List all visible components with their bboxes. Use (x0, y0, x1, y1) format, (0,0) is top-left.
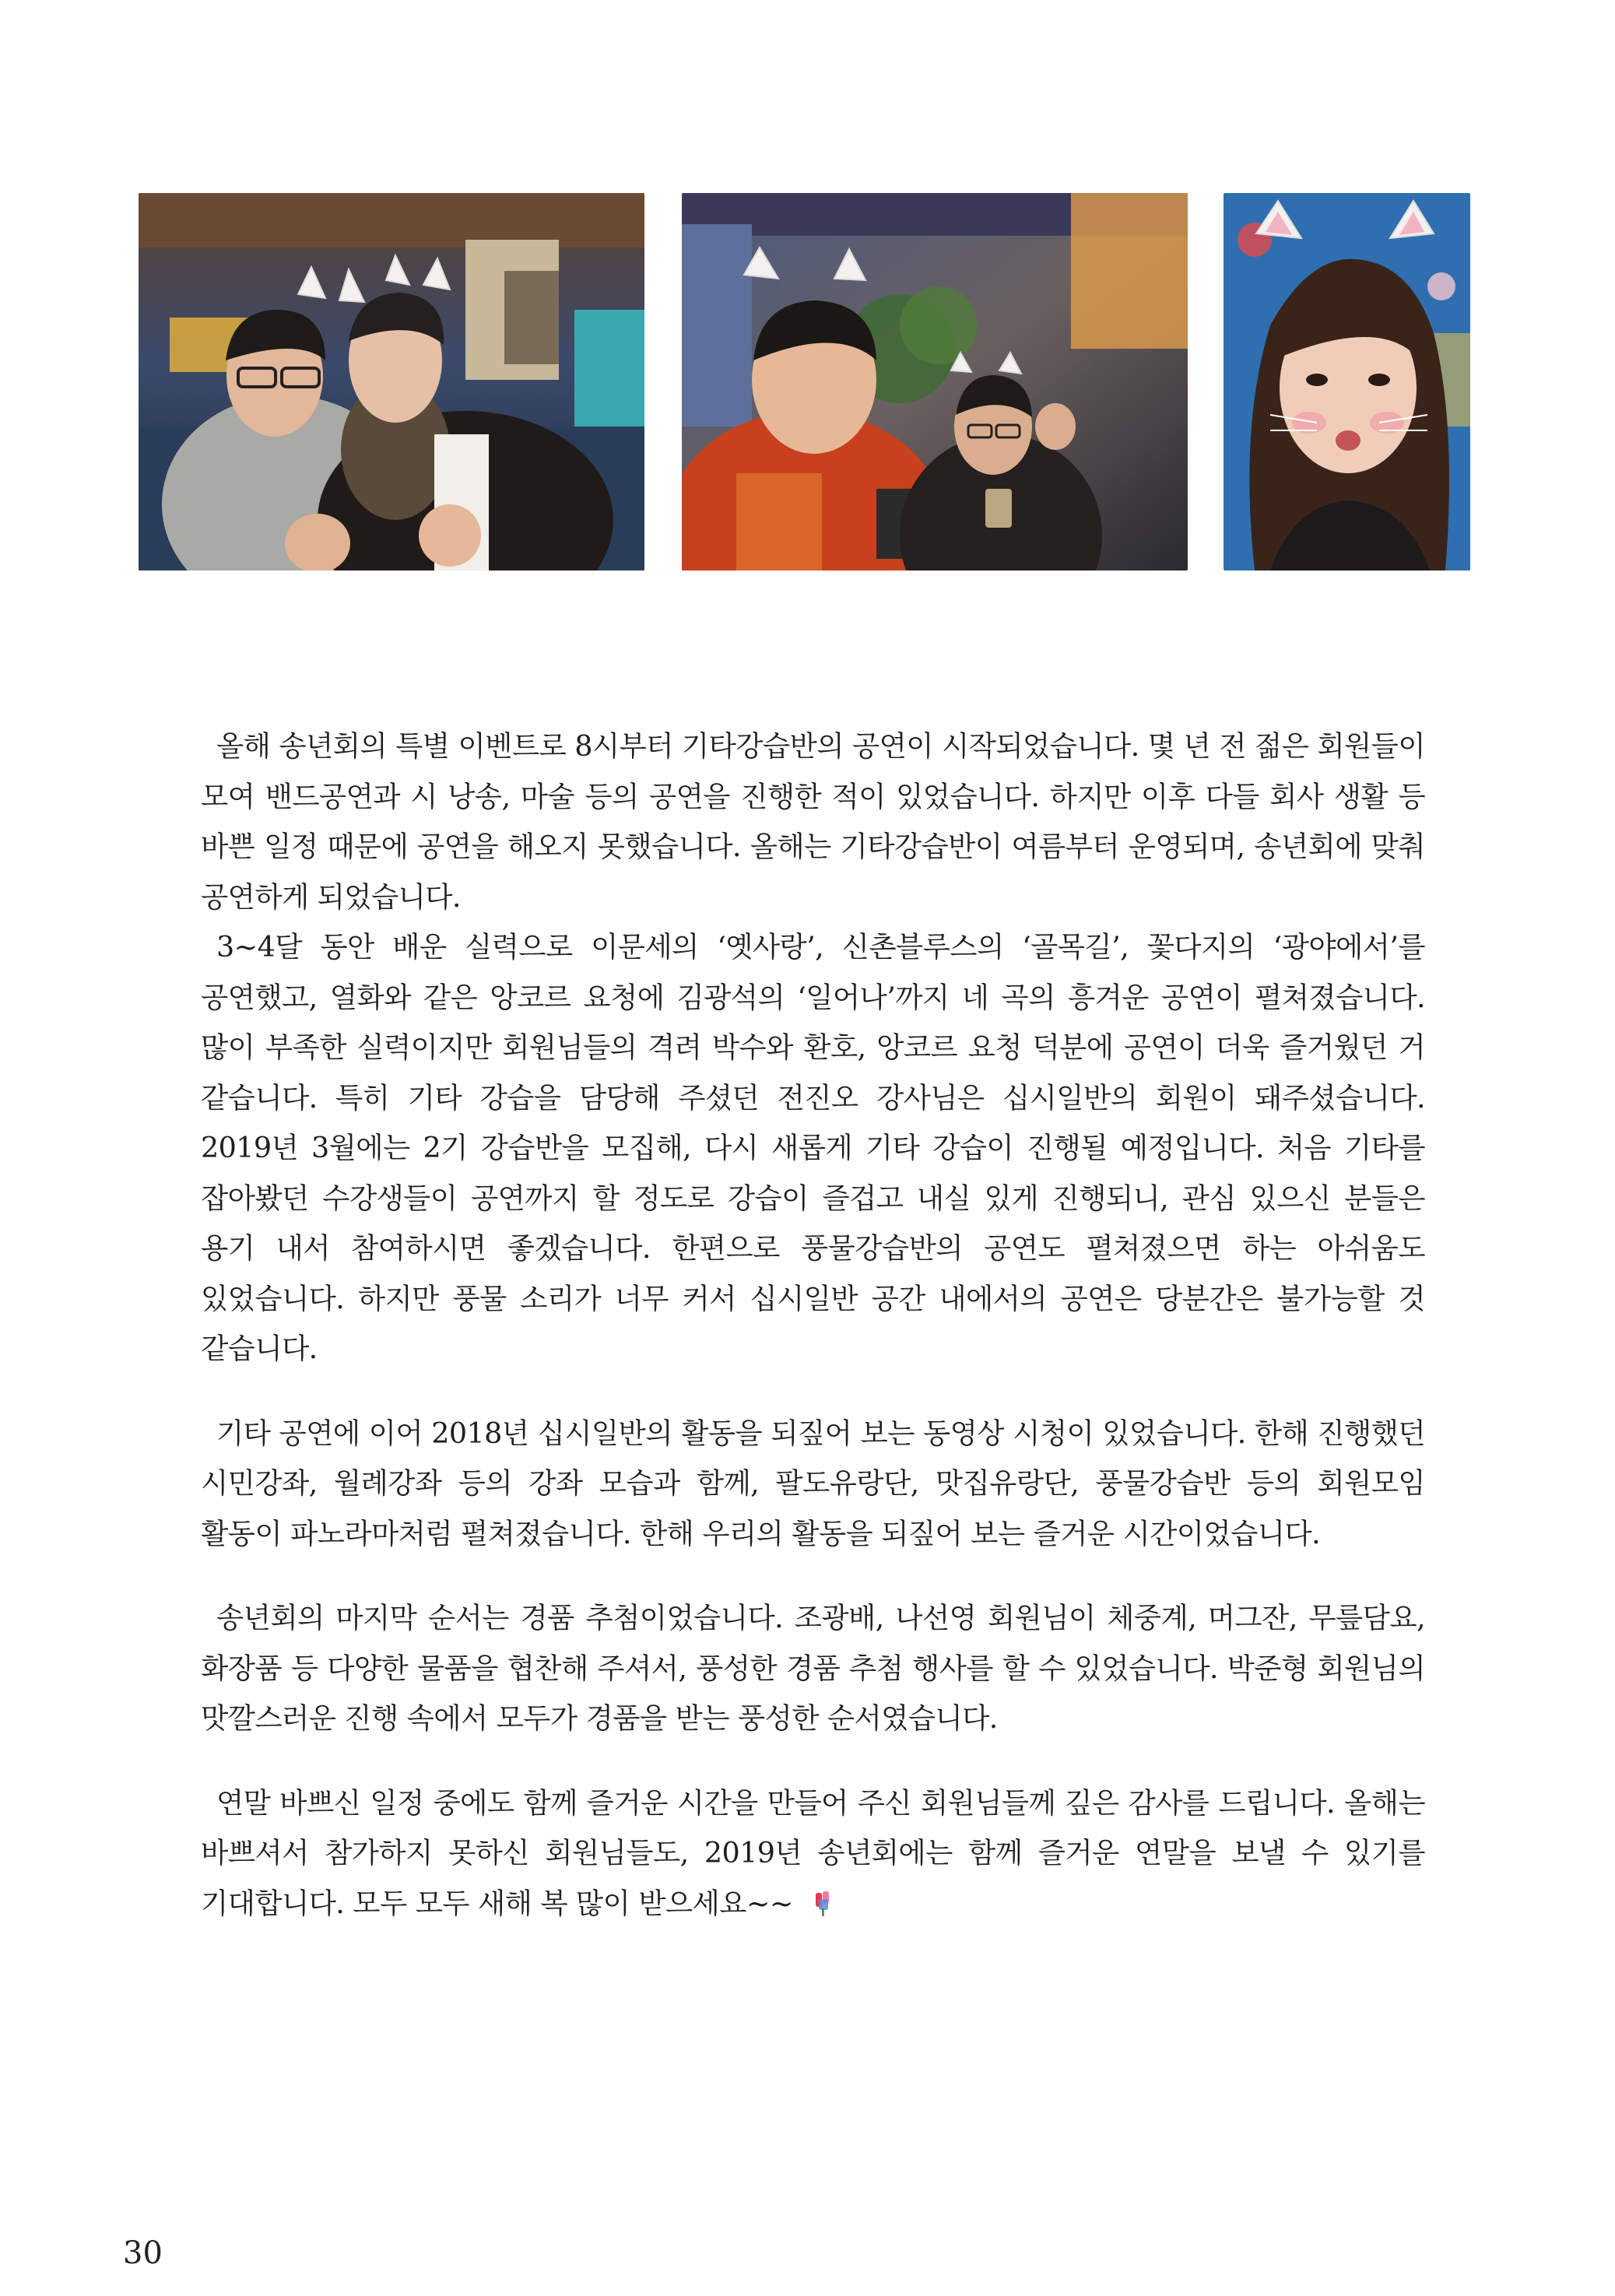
paragraph-video: 기타 공연에 이어 2018년 십시일반의 활동을 되짚어 보는 동영상 시청이 있었습니다. 한해 진행했던 시민강좌, 월례강좌 등의 강좌 모습과 함께, 팔도유랑단, 맛집유랑단, 풍물강습반 등의 회원모임 활동이 파노라마처럼 펼쳐졌습니다. 한해 우리의 활동을 되짚어 보는 즐거운 시간이었습니다. (201, 1416, 1425, 1550)
flower-icon (798, 1883, 818, 1913)
paragraph-guitar-event: 올해 송년회의 특별 이벤트로 8시부터 기타강습반의 공연이 시작되었습니다. 몇 년 전 젊은 회원들이 모여 밴드공연과 시 낭송, 마술 등의 공연을 진행한 적이 있었습니다. 하지만 이후 다들 회사 생활 등 바쁜 일정 때문에 공연을 해오지 못했습니다. 올해는 기타강습반이 여름부터 운영되며, 송년회에 맞춰 공연하게 되었습니다. (201, 729, 1425, 914)
photo-two-men-cat-ears (139, 193, 644, 570)
paragraph-prize-draw: 송년회의 마지막 순서는 경품 추첨이었습니다. 조광배, 나선영 회원님이 체중계, 머그잔, 무릎담요, 화장품 등 다양한 물품을 협찬해 주셔서, 풍성한 경품 추첨 행사를 할 수 있었습니다. 박준형 회원님의 맛깔스러운 진행 속에서 모두가 경품을 받는 풍성한 순서였습니다. (201, 1601, 1425, 1735)
photo-two-men-restaurant (682, 193, 1188, 570)
article-body (201, 721, 1425, 1929)
closing-text: 연말 바쁘신 일정 중에도 함께 즐거운 시간을 만들어 주신 회원님들께 깊은 감사를 드립니다. 올해는 바쁘셔서 참가하지 못하신 회원님들도, 2019년 송년회에는 함께 즐거운 연말을 보낼 수 있기를 기대합니다. 모두 모두 새해 복 많이 받으세요~~ (201, 1785, 1425, 1920)
paragraph-performance: 3~4달 동안 배운 실력으로 이문세의 ‘옛사랑’, 신촌블루스의 ‘골목길’, 꽃다지의 ‘광야에서’를 공연했고, 열화와 같은 앙코르 요청에 김광석의 ‘일어나’까지 네 곡의 흥겨운 공연이 펼쳐졌습니다. 많이 부족한 실력이지만 회원님들의 격려 박수와 환호, 앙코르 요청 덕분에 공연이 더욱 즐거웠던 거 같습니다. 특히 기타 강습을 담당해 주셨던 전진오 강사님은 십시일반의 회원이 돼주셨습니다. 2019년 3월에는 2기 강습반을 모집해, 다시 새롭게 기타 강습이 진행될 예정입니다. 처음 기타를 잡아봤던 수강생들이 공연까지 할 정도로 강습이 즐겁고 내실 있게 진행되니, 관심 있으신 분들은 용기 내서 참여하시면 좋겠습니다. 한편으로 풍물강습반의 공연도 펼쳐졌으면 하는 아쉬움도 있었습니다. 하지만 풍물 소리가 너무 커서 십시일반 공간 내에서의 공연은 당분간은 불가능할 것 같습니다. (201, 930, 1425, 1365)
paragraph-closing (201, 1778, 1425, 1929)
photo-girl-cat-filter (1224, 193, 1470, 570)
page-number: 30 (123, 2235, 163, 2271)
